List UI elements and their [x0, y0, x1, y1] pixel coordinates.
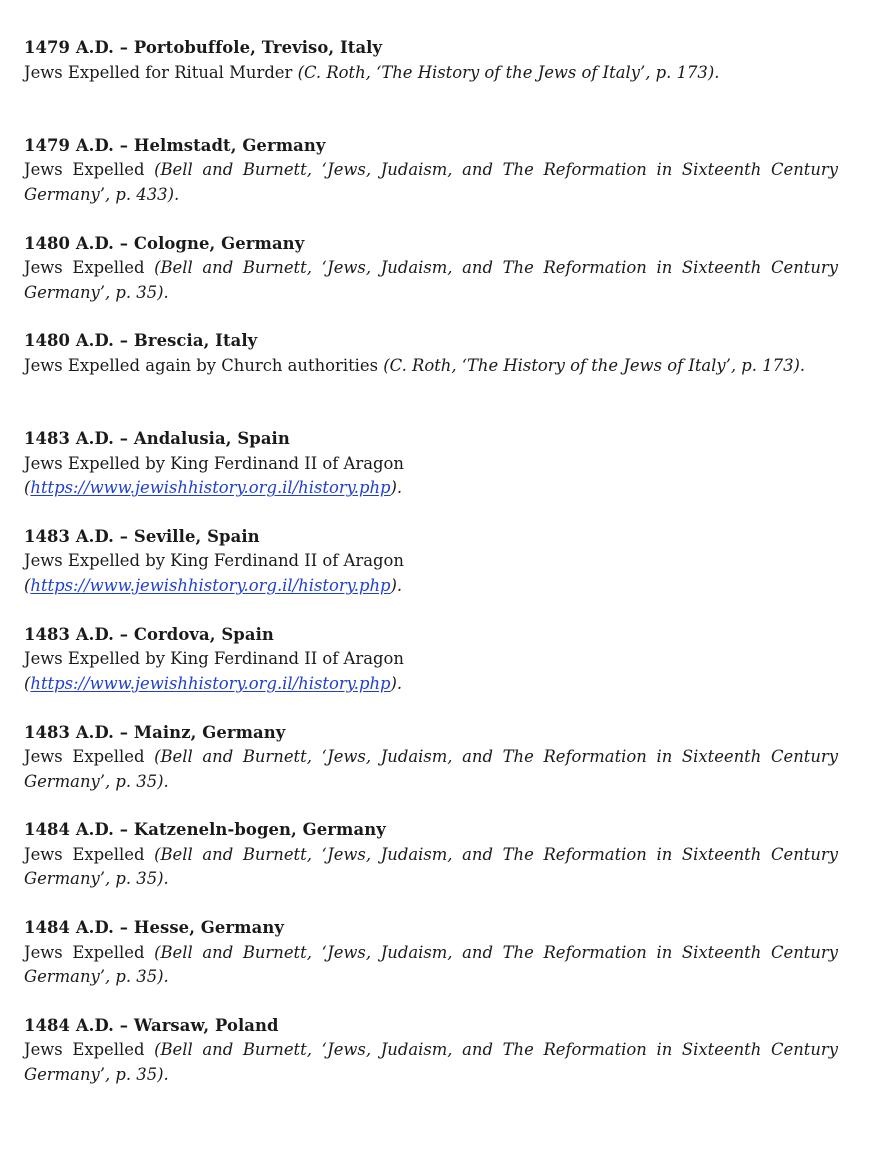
entry-citation: (C. Roth, ‘The History of the Jews of Italy’, p. 173). — [297, 62, 720, 82]
entry-cordova — [24, 623, 838, 721]
entry-text: Jews Expelled again by Church authorities — [24, 355, 384, 375]
history-link[interactable]: https://www.jewishhistory.org.il/history.php — [30, 575, 391, 595]
entry-citation: (Bell and Burnett, ‘Jews, Judaism, and The Reformation in Sixteenth Century Germany’, p. 35). — [24, 942, 838, 987]
entry-citation: (Bell and Burnett, ‘Jews, Judaism, and The Reformation in Sixteenth Century Germany’, p. 35). — [24, 258, 838, 302]
entry-body — [24, 158, 838, 207]
entry-heading: 1479 A.D. – Helmstadt, Germany — [24, 135, 326, 155]
entry-body — [24, 1038, 838, 1087]
entry-katzenelnbogen — [24, 818, 838, 916]
entry-andalusia — [24, 427, 838, 525]
entry-seville — [24, 525, 838, 623]
link-open-paren: ( — [24, 673, 31, 693]
entry-heading: 1480 A.D. – Cologne, Germany — [24, 233, 305, 253]
entry-body — [24, 256, 838, 305]
entry-heading: 1484 A.D. – Hesse, Germany — [24, 918, 284, 938]
entry-brescia — [24, 329, 838, 427]
entry-text: Jews Expelled by King Ferdinand II of Aragon — [24, 551, 404, 571]
link-close-paren: ). — [390, 673, 403, 693]
entry-warsaw — [24, 1014, 838, 1112]
entry-body — [24, 941, 838, 990]
entry-body — [24, 843, 838, 892]
entry-heading: 1484 A.D. – Katzeneln-bogen, Germany — [24, 820, 386, 840]
history-link[interactable]: https://www.jewishhistory.org.il/history.php — [30, 478, 391, 498]
entry-text: Jews Expelled by King Ferdinand II of Aragon — [24, 453, 404, 473]
entry-text: Jews Expelled by King Ferdinand II of Aragon — [24, 649, 404, 669]
entry-portobuffole — [24, 36, 838, 134]
link-close-paren: ). — [390, 478, 403, 498]
entry-text: Jews Expelled — [24, 1040, 155, 1060]
entry-heading: 1480 A.D. – Brescia, Italy — [24, 331, 258, 351]
entry-cologne — [24, 232, 838, 330]
entry-helmstadt — [24, 134, 838, 232]
entry-text: Jews Expelled — [24, 258, 155, 278]
link-open-paren: ( — [24, 575, 31, 595]
entry-body — [24, 549, 838, 598]
link-open-paren: ( — [24, 478, 31, 498]
entry-heading: 1484 A.D. – Warsaw, Poland — [24, 1015, 279, 1035]
entry-heading: 1483 A.D. – Seville, Spain — [24, 526, 260, 546]
entry-citation: (Bell and Burnett, ‘Jews, Judaism, and The Reformation in Sixteenth Century Germany’, p. 35). — [24, 1040, 838, 1084]
entry-body — [24, 745, 838, 794]
entry-heading: 1479 A.D. – Portobuffole, Treviso, Italy — [24, 38, 383, 57]
entry-text: Jews Expelled — [24, 747, 155, 767]
entry-text: Jews Expelled — [24, 160, 155, 180]
entry-heading: 1483 A.D. – Mainz, Germany — [24, 722, 286, 742]
entry-body — [24, 354, 838, 379]
entry-mainz — [24, 721, 838, 819]
entry-body — [24, 647, 838, 696]
entry-citation: (Bell and Burnett, ‘Jews, Judaism, and The Reformation in Sixteenth Century Germany’, p. 35). — [24, 747, 838, 791]
entry-body — [24, 61, 838, 86]
entry-text: Jews Expelled — [24, 844, 155, 864]
history-link[interactable]: https://www.jewishhistory.org.il/history.php — [30, 673, 391, 693]
entry-text: Jews Expelled — [24, 942, 155, 962]
entry-heading: 1483 A.D. – Cordova, Spain — [24, 624, 274, 644]
entry-hesse — [24, 916, 838, 1014]
entry-body — [24, 452, 838, 501]
entry-text: Jews Expelled for Ritual Murder — [24, 62, 298, 82]
entry-citation: (Bell and Burnett, ‘Jews, Judaism, and The Reformation in Sixteenth Century Germany’, p. 433). — [24, 160, 838, 204]
entry-heading: 1483 A.D. – Andalusia, Spain — [24, 429, 290, 449]
entry-citation: (C. Roth, ‘The History of the Jews of Italy’, p. 173). — [383, 355, 806, 375]
entry-citation: (Bell and Burnett, ‘Jews, Judaism, and The Reformation in Sixteenth Century Germany’, p. 35). — [24, 844, 838, 889]
link-close-paren: ). — [390, 575, 403, 595]
